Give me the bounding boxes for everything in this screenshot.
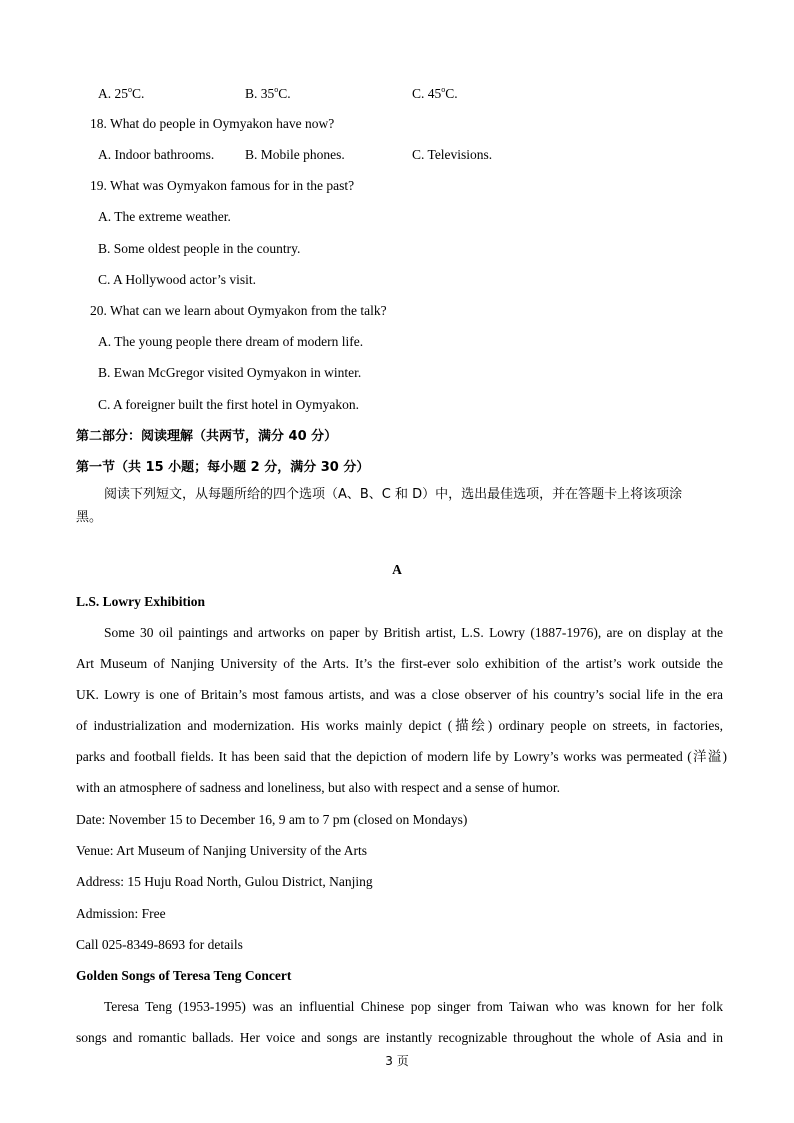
- q19-option-b: B. Some oldest people in the country.: [98, 241, 301, 256]
- q20-question: 20. What can we learn about Oymyakon from the talk?: [90, 303, 387, 318]
- q20-option-c: C. A foreigner built the first hotel in Oymyakon.: [98, 397, 359, 412]
- q19-option-a: A. The extreme weather.: [98, 209, 231, 224]
- paragraph-line: parks and football fields. It has been said that the depiction of modern life by Lowry’s works was permeated (洋溢): [76, 749, 727, 764]
- q18-question: 18. What do people in Oymyakon have now?: [90, 116, 335, 131]
- q19-question: 19. What was Oymyakon famous for in the past?: [90, 178, 355, 193]
- q17-option-c: [412, 85, 458, 103]
- concert-heading: Golden Songs of Teresa Teng Concert: [76, 968, 292, 983]
- q17-option-a: [98, 85, 144, 103]
- passage-label: A: [392, 562, 402, 577]
- exhibition-date: Date: November 15 to December 16, 9 am to 7 pm (closed on Mondays): [76, 812, 468, 827]
- paragraph-line: Some 30 oil paintings and artworks on paper by British artist, L.S. Lowry (1887-1976), are on display at the: [104, 625, 723, 640]
- q20-option-a: A. The young people there dream of modern life.: [98, 334, 364, 349]
- paragraph-line: Art Museum of Nanjing University of the Arts. It’s the first-ever solo exhibition of the artist’s work outside the: [76, 656, 723, 671]
- section1-title: 第一节（共 15 小题；每小题 2 分，满分 30 分）: [76, 460, 370, 475]
- paragraph-line: of industrialization and modernization. His works mainly depict (描绘) ordinary people on streets, in factories,: [76, 718, 723, 733]
- paragraph-line: UK. Lowry is one of Britain’s most famous artists, and was a close observer of his country’s social life in the era: [76, 687, 723, 702]
- exhibition-venue: Venue: Art Museum of Nanjing University of the Arts: [76, 843, 367, 858]
- q18-option-b: B. Mobile phones.: [245, 147, 345, 162]
- q19-option-c: C. A Hollywood actor’s visit.: [98, 272, 257, 287]
- exhibition-address: Address: 15 Huju Road North, Gulou District, Nanjing: [76, 874, 373, 889]
- paragraph-line: with an atmosphere of sadness and loneliness, but also with respect and a sense of humor.: [76, 780, 561, 795]
- q17-option-c-text: C. 45: [412, 86, 442, 101]
- q18-option-a: A. Indoor bathrooms.: [98, 147, 215, 162]
- exhibition-call: Call 025-8349-8693 for details: [76, 937, 243, 952]
- q20-option-b: B. Ewan McGregor visited Oymyakon in winter.: [98, 365, 362, 380]
- unit: C.: [445, 86, 458, 101]
- q17-option-b-text: B. 35: [245, 86, 275, 101]
- paragraph-line: Teresa Teng (1953-1995) was an influential Chinese pop singer from Taiwan who was known for her folk: [104, 999, 723, 1014]
- degree-mark: o: [441, 85, 446, 94]
- instruction-line-1: 阅读下列短文，从每题所给的四个选项（A、B、C 和 D）中，选出最佳选项，并在答题卡上将该项涂: [104, 487, 683, 502]
- degree-mark: o: [128, 85, 132, 94]
- exhibition-admission: Admission: Free: [76, 906, 166, 921]
- part2-title: 第二部分：阅读理解（共两节，满分 40 分）: [76, 429, 338, 444]
- q17-option-a-text: A. 25: [98, 86, 128, 101]
- unit: C.: [278, 86, 291, 101]
- unit: C.: [132, 86, 145, 101]
- paragraph-line: songs and romantic ballads. Her voice and songs are instantly recognizable throughout the whole of Asia and in: [76, 1030, 723, 1045]
- q18-option-c: C. Televisions.: [412, 147, 493, 162]
- degree-mark: o: [274, 85, 279, 94]
- page-number: 3 页: [385, 1054, 409, 1068]
- exhibition-heading: L.S. Lowry Exhibition: [76, 594, 206, 609]
- q17-option-b: [245, 85, 291, 103]
- instruction-line-2: 黑。: [76, 510, 103, 525]
